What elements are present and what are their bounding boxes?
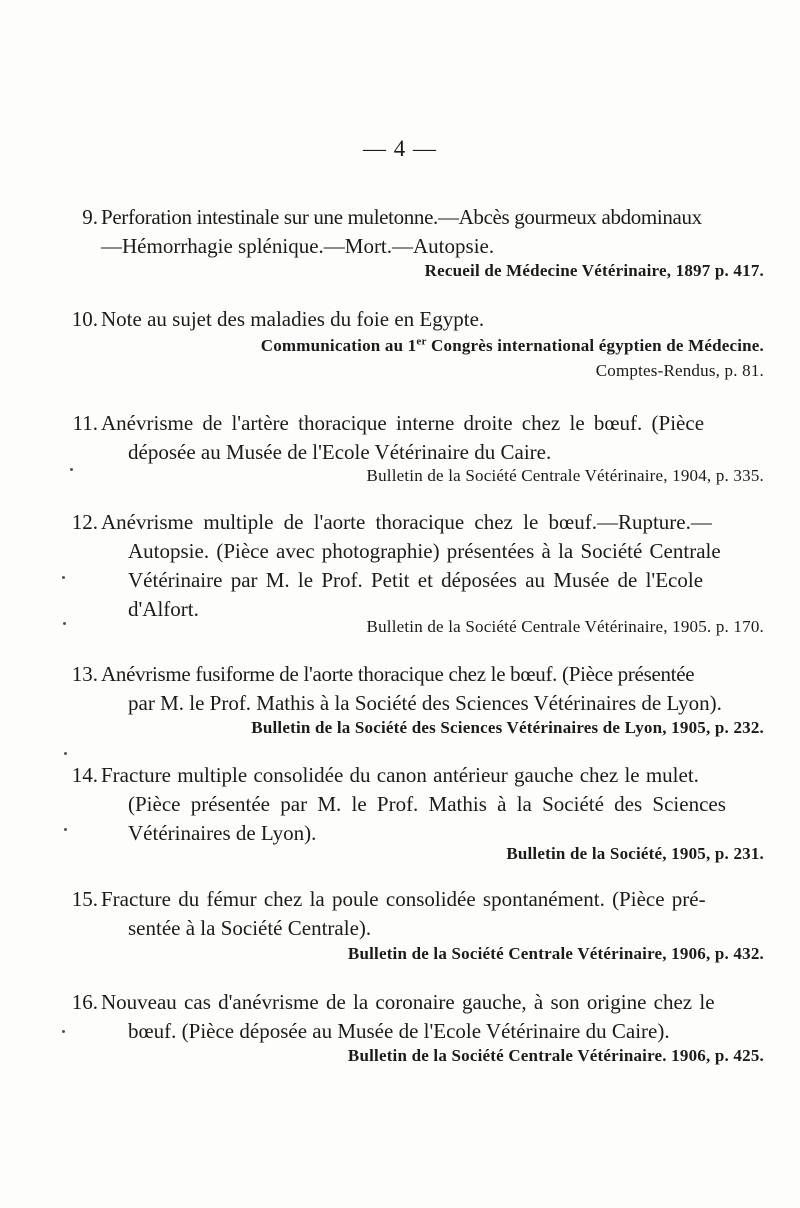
scan-speck bbox=[64, 752, 67, 755]
entry-title bbox=[101, 508, 765, 624]
entry-title-line: —Hémorrhagie splénique.—Mort.—Autopsie. bbox=[101, 234, 495, 258]
entry-title-line: déposée au Musée de l'Ecole Vétérinaire du Caire. bbox=[128, 440, 552, 464]
entry-reference bbox=[261, 333, 764, 359]
entry-reference: Comptes-Rendus, p. 81. bbox=[595, 361, 764, 380]
scan-speck bbox=[62, 1030, 65, 1033]
entry-title-line: sentée à la Société Centrale). bbox=[128, 916, 372, 940]
entry-title-line: Anévrisme multiple de l'aorte thoracique chez le bœuf.—Rupture.— bbox=[101, 510, 712, 534]
entry-title bbox=[101, 988, 765, 1046]
entry-reference: Bulletin de la Société Centrale Vétérinaire. 1906, p. 425. bbox=[347, 1046, 764, 1065]
entry-title-line: Nouveau cas d'anévrisme de la coronaire gauche, à son origine chez le bbox=[101, 990, 715, 1014]
entry-title bbox=[101, 305, 765, 334]
entry-title-line: Vétérinaire par M. le Prof. Petit et déposées au Musée de l'Ecole bbox=[128, 568, 704, 592]
entry-number: 15. bbox=[71, 887, 98, 911]
entry-number: 9. bbox=[82, 205, 98, 229]
page-number: — 4 — bbox=[363, 136, 437, 161]
entry-reference: Bulletin de la Société Centrale Vétérinaire, 1904, p. 335. bbox=[366, 466, 764, 485]
entry-title-line: par M. le Prof. Mathis à la Société des Sciences Vétérinaires de Lyon). bbox=[128, 691, 722, 715]
entry-title-line: Fracture multiple consolidée du canon antérieur gauche chez le mulet. bbox=[101, 763, 699, 787]
scan-speck bbox=[63, 622, 66, 625]
entry-number: 14. bbox=[71, 763, 98, 787]
entry-title-line: bœuf. (Pièce déposée au Musée de l'Ecole Vétérinaire du Caire). bbox=[128, 1019, 670, 1043]
entry-title-line: Vétérinaires de Lyon). bbox=[128, 821, 317, 845]
entry-title bbox=[101, 660, 765, 718]
entry-reference: Bulletin de la Société, 1905, p. 231. bbox=[506, 844, 764, 863]
entry-title bbox=[101, 885, 765, 943]
reference-part: Communication au 1 bbox=[260, 336, 417, 355]
entry-title-line: Fracture du fémur chez la poule consolidée spontanément. (Pièce pré- bbox=[101, 887, 706, 911]
scan-speck bbox=[70, 468, 73, 471]
scan-speck bbox=[64, 828, 67, 831]
entry-title bbox=[101, 203, 765, 261]
entry-number: 11. bbox=[72, 411, 98, 435]
entry-title-line: Autopsie. (Pièce avec photographie) présentées à la Société Centrale bbox=[128, 539, 721, 563]
reference-superscript: er bbox=[416, 335, 427, 348]
entry-number: 10. bbox=[71, 307, 98, 331]
entry-reference: Bulletin de la Société Centrale Vétérinaire, 1906, p. 432. bbox=[347, 944, 764, 963]
entry-number: 13. bbox=[71, 662, 98, 686]
entry-title-line: Note au sujet des maladies du foie en Egypte. bbox=[101, 307, 485, 331]
reference-part: Congrès international égyptien de Médecine. bbox=[426, 336, 764, 355]
entry-title-line: Perforation intestinale sur une muletonne.—Abcès gourmeux abdominaux bbox=[101, 205, 702, 229]
entry-title bbox=[101, 761, 765, 848]
entry-title-line: (Pièce présentée par M. le Prof. Mathis à la Société des Sciences bbox=[128, 792, 726, 816]
entry-title-line: d'Alfort. bbox=[128, 597, 199, 621]
entry-title bbox=[101, 409, 765, 467]
entry-reference: Recueil de Médecine Vétérinaire, 1897 p. 417. bbox=[424, 261, 764, 280]
entry-number: 16. bbox=[71, 990, 98, 1014]
entry-title-line: Anévrisme de l'artère thoracique interne droite chez le bœuf. (Pièce bbox=[101, 411, 705, 435]
scan-speck bbox=[62, 576, 65, 579]
entry-number: 12. bbox=[71, 510, 98, 534]
entry-reference: Bulletin de la Société Centrale Vétérinaire, 1905. p. 170. bbox=[366, 617, 764, 636]
entry-reference: Bulletin de la Société des Sciences Vétérinaires de Lyon, 1905, p. 232. bbox=[251, 718, 764, 737]
entry-title-line: Anévrisme fusiforme de l'aorte thoracique chez le bœuf. (Pièce présentée bbox=[101, 662, 695, 686]
